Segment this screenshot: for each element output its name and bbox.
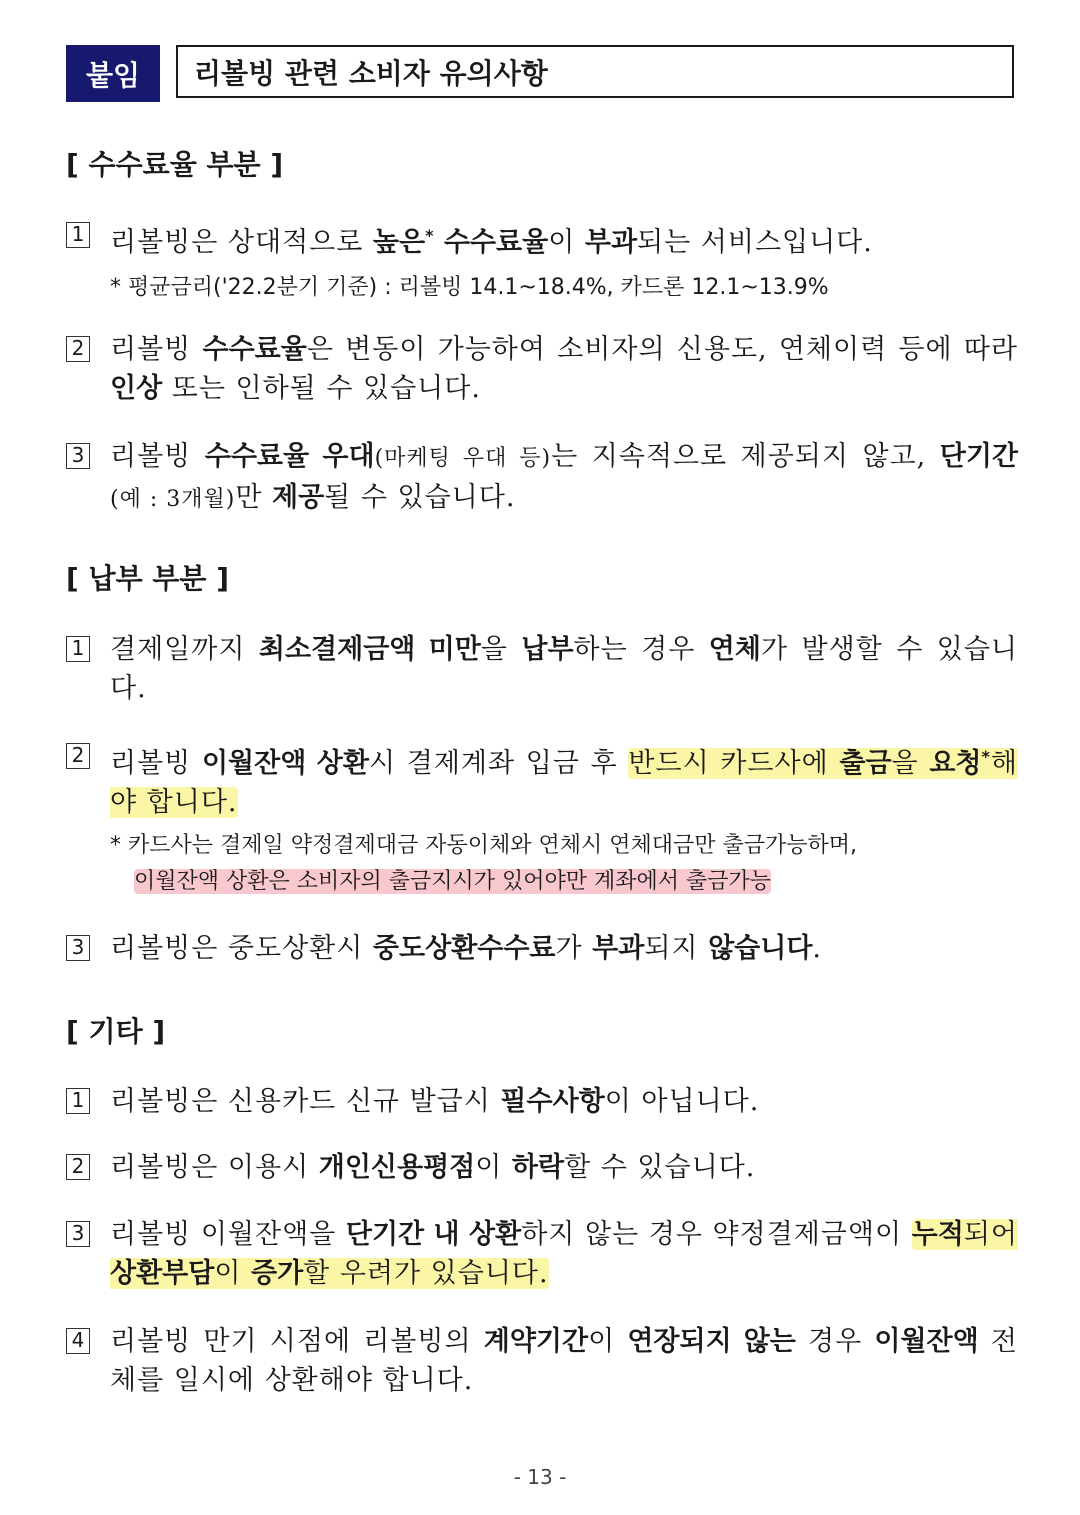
item-text: 리볼빙은 상대적으로 높은* 수수료율이 부과되는 서비스입니다. (110, 226, 873, 258)
list-item (66, 330, 1018, 408)
item-number: 3 (66, 443, 90, 469)
item-number: 1 (66, 1088, 90, 1114)
item-text: 리볼빙 수수료율은 변동이 가능하여 소비자의 신용도, 연체이력 등에 따라 인상 또는 인하될 수 있습니다. (110, 334, 1018, 404)
item-number: 1 (66, 222, 90, 248)
list-item (66, 630, 1018, 708)
item-text: 리볼빙 이월잔액을 단기간 내 상환하지 않는 경우 약정결제금액이 누적되어 상환부담이 증가할 우려가 있습니다. (110, 1219, 1018, 1289)
item-text: 결제일까지 최소결제금액 미만을 납부하는 경우 연체가 발생할 수 있습니다. (110, 634, 1018, 704)
item-text: 리볼빙 만기 시점에 리볼빙의 계약기간이 연장되지 않는 경우 이월잔액 전체를 일시에 상환해야 합니다. (110, 1326, 1018, 1396)
highlight-pink: 이월잔액 상환은 소비자의 출금지시가 있어야만 계좌에서 출금가능 (134, 869, 772, 894)
item-number: 2 (66, 336, 90, 362)
attachment-badge: 붙임 (66, 45, 160, 102)
item-number: 3 (66, 935, 90, 961)
item-number: 4 (66, 1328, 90, 1354)
section-heading-other: [ 기타 ] (66, 1015, 166, 1048)
list-item (66, 1148, 1018, 1187)
list-item (66, 216, 1018, 262)
document-title: 리볼빙 관련 소비자 유의사항 (176, 45, 1014, 98)
item-text: 리볼빙 수수료율 우대(마케팅 우대 등)는 지속적으로 제공되지 않고, 단기간(예 : 3개월)만 제공될 수 있습니다. (110, 441, 1018, 513)
list-item (66, 1322, 1018, 1400)
highlight-yellow: 반드시 카드사에 출금을 요청*해야 합니다. (110, 747, 1018, 818)
page-number: - 13 - (513, 1465, 567, 1489)
header (66, 45, 1018, 102)
footnote-average-rate: * 평균금리('22.2분기 기준) : 리볼빙 14.1~18.4%, 카드론 12.1~13.9% (110, 275, 829, 300)
item-text: 리볼빙 이월잔액 상환시 결제계좌 입금 후 반드시 카드사에 출금을 요청*해야 합니다. (110, 747, 1018, 818)
section-heading-payment: [ 납부 부분 ] (66, 562, 230, 595)
list-item (66, 737, 1018, 822)
list-item (66, 1215, 1018, 1293)
section-heading-fee-rate: [ 수수료율 부분 ] (66, 148, 284, 181)
footnote-card-company: * 카드사는 결제일 약정결제대금 자동이체와 연체시 연체대금만 출금가능하며, 이월잔액 상환은 소비자의 출금지시가 있어야만 계좌에서 출금가능 (110, 833, 858, 894)
item-number: 1 (66, 636, 90, 662)
item-number: 2 (66, 1154, 90, 1180)
item-number: 3 (66, 1221, 90, 1247)
item-number: 2 (66, 743, 90, 769)
list-item (66, 1082, 1018, 1121)
list-item (66, 437, 1018, 519)
item-text: 리볼빙은 이용시 개인신용평점이 하락할 수 있습니다. (110, 1152, 756, 1183)
list-item (66, 929, 1018, 968)
highlight-yellow: 누적되어 상환부담이 증가할 우려가 있습니다. (110, 1219, 1018, 1289)
item-text: 리볼빙은 신용카드 신규 발급시 필수사항이 아닙니다. (110, 1086, 760, 1117)
item-text: 리볼빙은 중도상환시 중도상환수수료가 부과되지 않습니다. (110, 933, 822, 964)
